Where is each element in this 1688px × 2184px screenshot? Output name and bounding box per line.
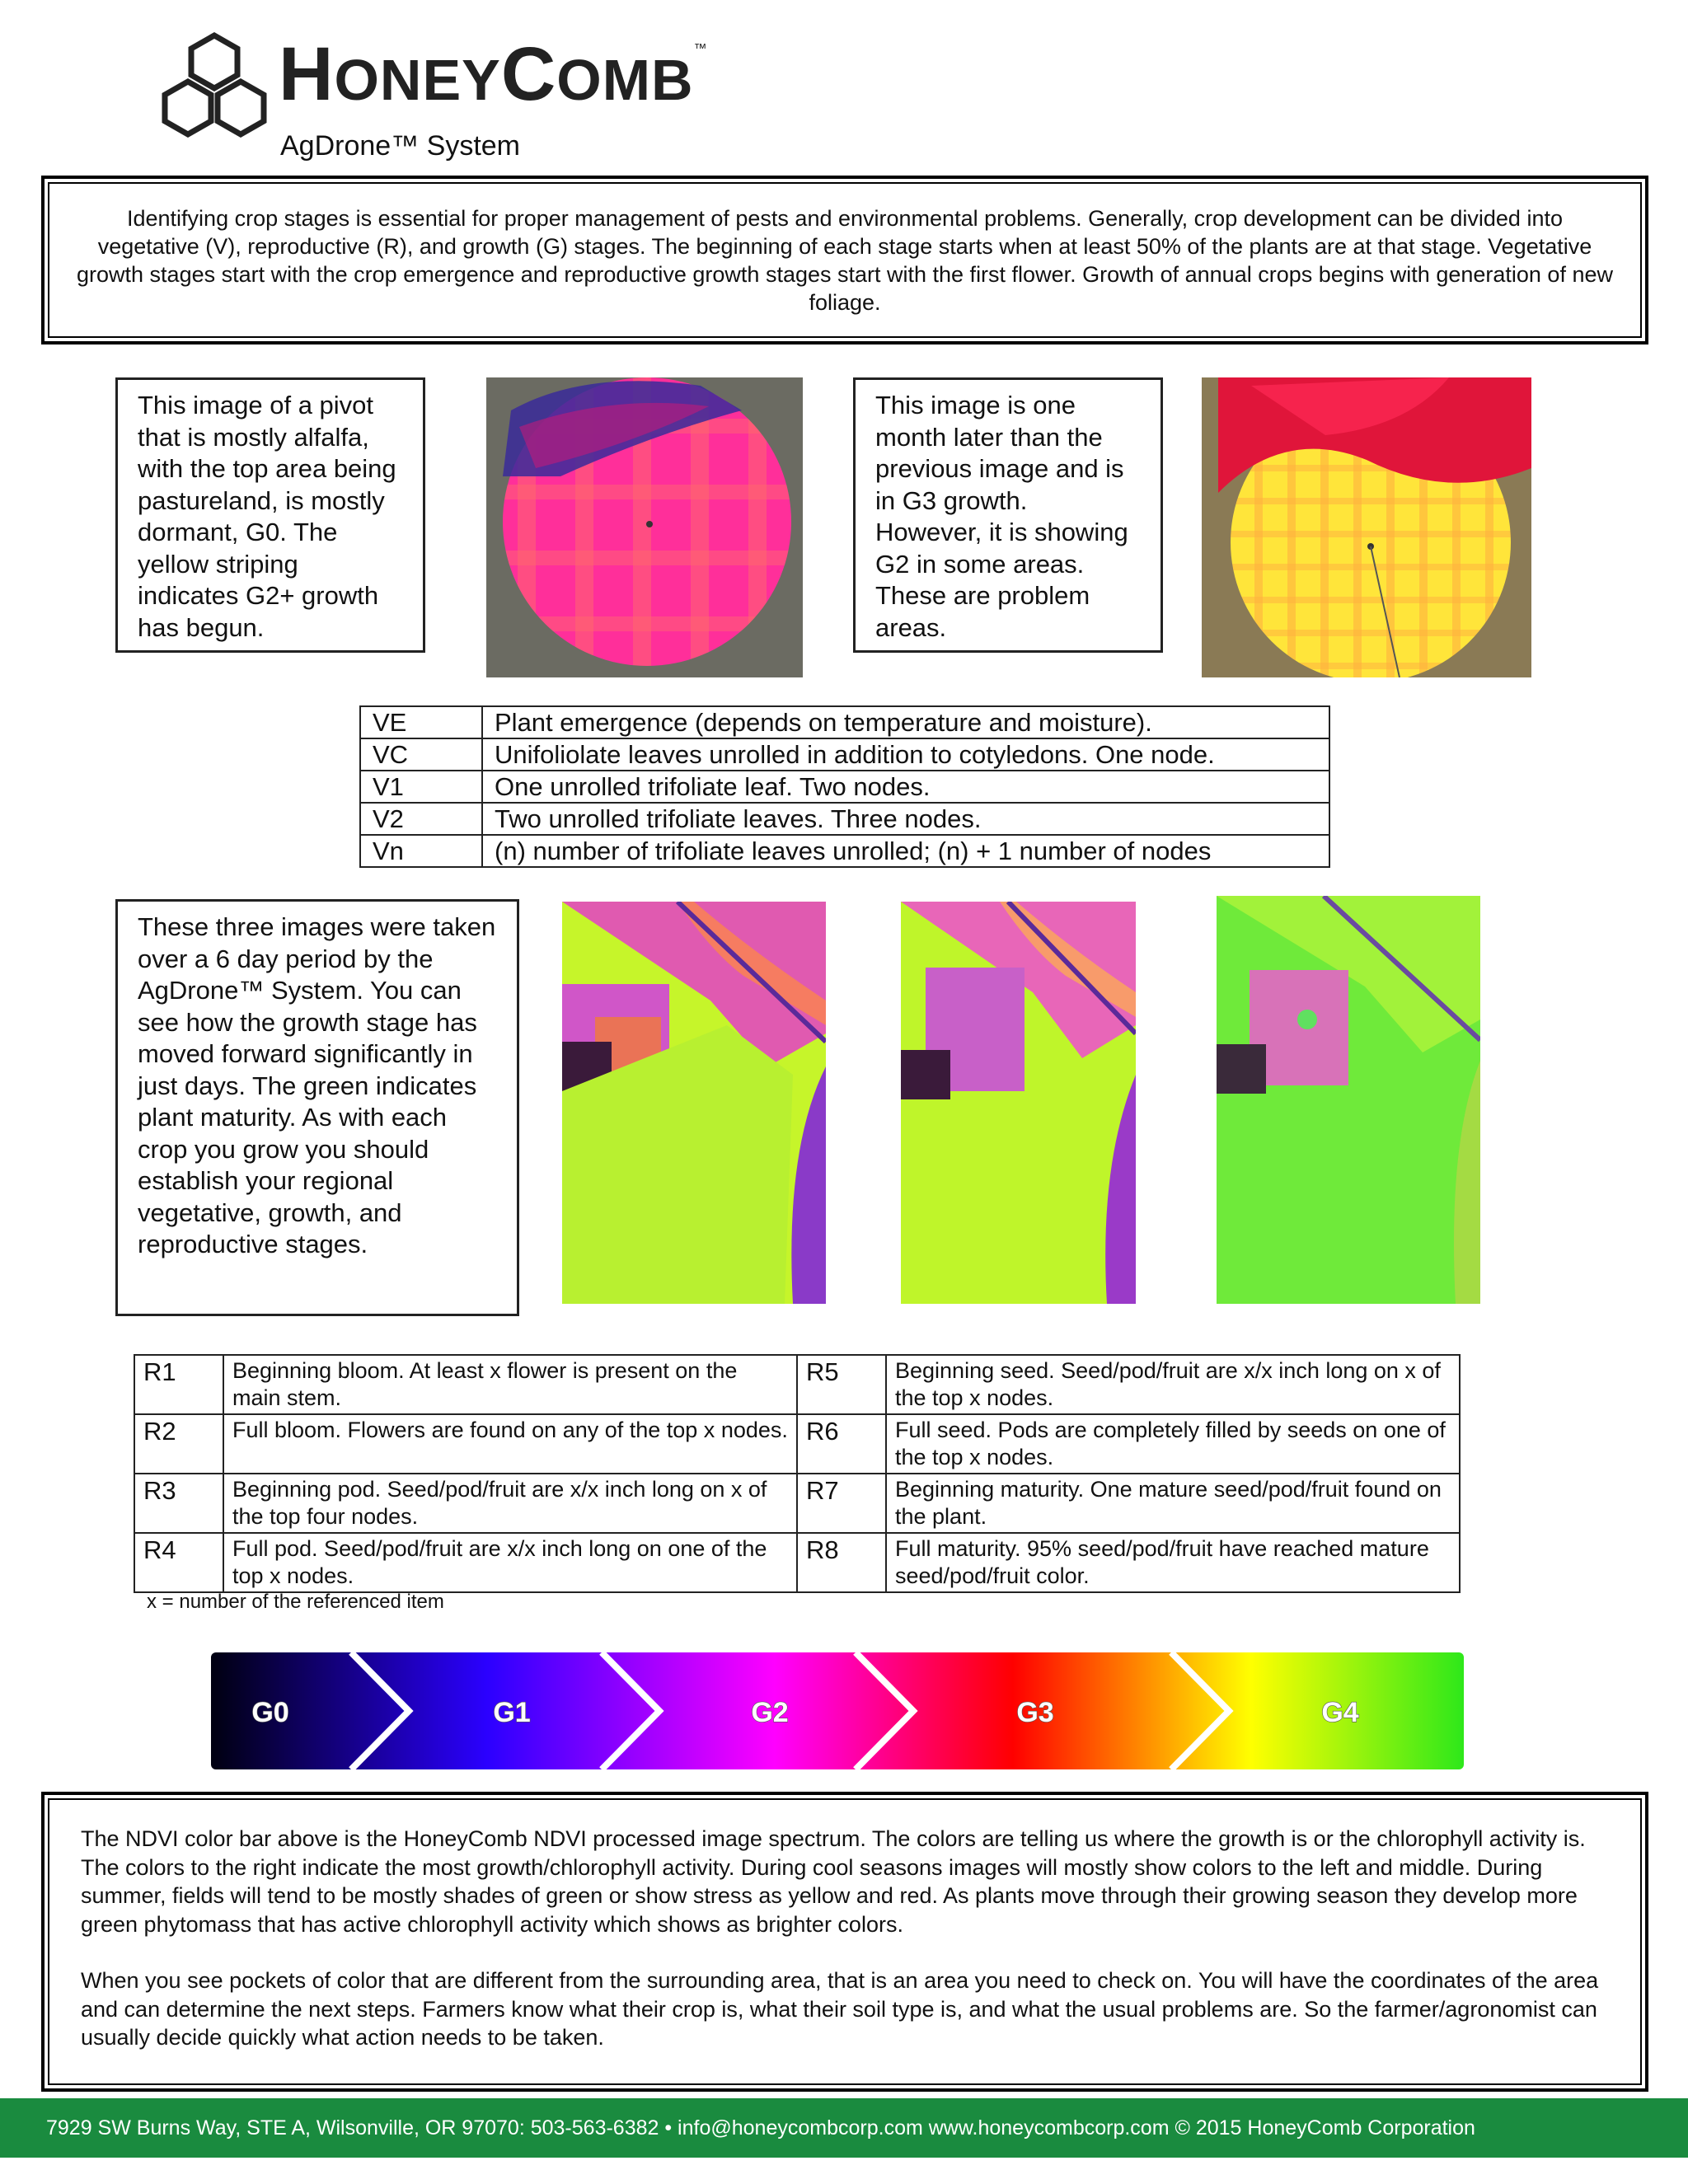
reproductive-stages-table xyxy=(134,1354,1461,1593)
pivot-g3-ndvi-image xyxy=(1202,377,1531,677)
stage-description: Full pod. Seed/pod/fruit are x/x inch long on one of the top x nodes. xyxy=(223,1533,797,1592)
field-day1-ndvi-image xyxy=(562,902,826,1304)
reproductive-stage-row xyxy=(134,1414,1460,1474)
growth-stage-label: G1 xyxy=(493,1697,531,1728)
stage-code: R2 xyxy=(134,1414,223,1474)
stage-description: Unifoliolate leaves unrolled in addition to cotyledons. One node. xyxy=(482,738,1329,771)
stage-code: V2 xyxy=(360,803,482,835)
stage-description: Beginning pod. Seed/pod/fruit are x/x inch long on x of the top four nodes. xyxy=(223,1474,797,1533)
pivot-after-note: This image is one month later than the previous image and is in G3 growth. However, it is showing G2 in some areas. These are problem areas. xyxy=(853,377,1163,653)
stage-code: Vn xyxy=(360,835,482,867)
stage-description: Beginning seed. Seed/pod/fruit are x/x inch long on x of the top x nodes. xyxy=(886,1355,1460,1414)
stage-code: R7 xyxy=(797,1474,886,1533)
honeycomb-logo-icon xyxy=(157,29,272,140)
table-footnote: x = number of the referenced item xyxy=(147,1591,444,1613)
stage-code: R6 xyxy=(797,1414,886,1474)
stage-code: VE xyxy=(360,706,482,738)
stage-code: R3 xyxy=(134,1474,223,1533)
stage-code: R5 xyxy=(797,1355,886,1414)
stage-description: Full bloom. Flowers are found on any of the top x nodes. xyxy=(223,1414,797,1474)
trademark-mark: ™ xyxy=(693,42,708,56)
stage-description: Beginning maturity. One mature seed/pod/fruit found on the plant. xyxy=(886,1474,1460,1533)
six-day-note: These three images were taken over a 6 day period by the AgDrone™ System. You can see how the growth stage has moved forward significantly in just days. The green indicates plant maturity. As with each crop you grow you should establish your regional vegetative, growth, and reproductive stages. xyxy=(115,899,519,1316)
growth-stage-label: G3 xyxy=(1016,1697,1054,1728)
brand-name: HONEYCOMB™ xyxy=(279,32,708,116)
reproductive-stage-row xyxy=(134,1533,1460,1592)
stage-code: R1 xyxy=(134,1355,223,1414)
footer-contact: 7929 SW Burns Way, STE A, Wilsonville, OR 97070: 503-563-6382 • info@honeycombcorp.com www.honeycombcorp.com © 2015 HoneyComb Corporation xyxy=(0,2098,1688,2158)
vegetative-stage-row xyxy=(360,803,1329,835)
ndvi-color-bar xyxy=(211,1652,1464,1769)
stage-description: Full seed. Pods are completely filled by seeds on one of the top x nodes. xyxy=(886,1414,1460,1474)
ndvi-explanation-box xyxy=(41,1792,1648,2092)
stage-code: R4 xyxy=(134,1533,223,1592)
stage-description: (n) number of trifoliate leaves unrolled; (n) + 1 number of nodes xyxy=(482,835,1329,867)
vegetative-stage-row xyxy=(360,706,1329,738)
growth-stage-label: G2 xyxy=(751,1697,789,1728)
stage-description: Plant emergence (depends on temperature and moisture). xyxy=(482,706,1329,738)
ndvi-paragraph-1: The NDVI color bar above is the HoneyComb NDVI processed image spectrum. The colors are telling us where the growth is or the chlorophyll activity is. The colors to the right indicate the most growth/chlorophyll activity. During cool seasons images will mostly show colors to the left and middle. During summer, fields will tend to be mostly shades of green or show stress as yellow and red. As plants move through their growing season they develop more green phytomass that has active chlorophyll activity which shows as brighter colors. xyxy=(81,1826,1586,1937)
stage-code: R8 xyxy=(797,1533,886,1592)
stage-description: Two unrolled trifoliate leaves. Three nodes. xyxy=(482,803,1329,835)
growth-stage-label: G0 xyxy=(251,1697,289,1728)
vegetative-stage-row xyxy=(360,771,1329,803)
stage-code: V1 xyxy=(360,771,482,803)
stage-description: One unrolled trifoliate leaf. Two nodes. xyxy=(482,771,1329,803)
reproductive-stage-row xyxy=(134,1355,1460,1414)
pivot-before-note: This image of a pivot that is mostly alfalfa, with the top area being pastureland, is mostly dormant, G0. The yellow striping indicates G2+ growth has begun. xyxy=(115,377,425,653)
reproductive-stage-row xyxy=(134,1474,1460,1533)
pivot-dormant-ndvi-image xyxy=(486,377,803,677)
field-day3-ndvi-image xyxy=(901,902,1136,1304)
brand-subtitle: AgDrone™ System xyxy=(280,130,520,162)
intro-box xyxy=(41,176,1648,344)
growth-stage-label: G4 xyxy=(1321,1697,1359,1728)
stage-code: VC xyxy=(360,738,482,771)
vegetative-stages-table xyxy=(359,705,1330,868)
stage-description: Beginning bloom. At least x flower is present on the main stem. xyxy=(223,1355,797,1414)
stage-description: Full maturity. 95% seed/pod/fruit have reached mature seed/pod/fruit color. xyxy=(886,1533,1460,1592)
intro-text: Identifying crop stages is essential for proper management of pests and environmental problems. Generally, crop development can be divided into vegetative (V), reproductive (R), and growth (G) stages. The beginning of each stage starts when at least 50% of the plants are at that stage. Vegetative growth stages start with the crop emergence and reproductive growth stages start with the first flower. Growth of annual crops begins with generation of new foliage. xyxy=(77,205,1613,315)
vegetative-stage-row xyxy=(360,738,1329,771)
ndvi-paragraph-2: When you see pockets of color that are different from the surrounding area, that is an area you need to check on. You will have the coordinates of the area and can determine the next steps. Farmers know what their crop is, what their soil type is, and what the usual problems are. So the farmer/agronomist can usually decide quickly what action needs to be taken. xyxy=(81,1968,1599,2050)
field-day6-ndvi-image xyxy=(1217,896,1480,1304)
vegetative-stage-row xyxy=(360,835,1329,867)
